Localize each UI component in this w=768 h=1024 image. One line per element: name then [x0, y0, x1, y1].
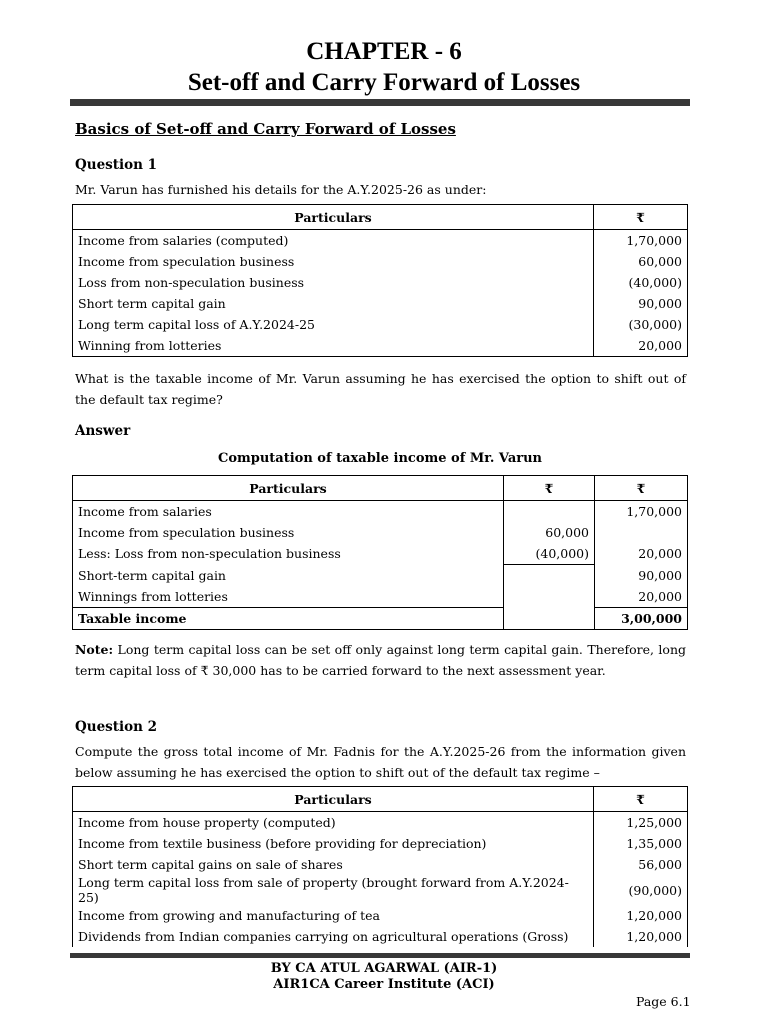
row-value: 1,20,000	[594, 905, 688, 926]
row-label: Long term capital loss from sale of property (brought forward from A.Y.2024-25)	[73, 875, 594, 905]
row-value: 90,000	[594, 293, 688, 314]
row-value: 60,000	[594, 251, 688, 272]
table-row	[73, 812, 688, 834]
row-value-2	[595, 522, 688, 543]
row-value-1	[504, 586, 595, 608]
row-label: Dividends from Indian companies carrying on agricultural operations (Gross)	[73, 926, 594, 947]
header-divider	[70, 99, 690, 106]
row-label: Short term capital gain	[73, 293, 594, 314]
page-number: Page 6.1	[636, 994, 691, 1009]
row-label: Loss from non-speculation business	[73, 272, 594, 293]
row-value: 20,000	[594, 335, 688, 357]
answer-label: Answer	[75, 423, 131, 439]
total-value: 3,00,000	[595, 608, 688, 630]
table-row	[73, 501, 688, 523]
row-value: 1,35,000	[594, 833, 688, 854]
question-1-intro: Mr. Varun has furnished his details for the A.Y.2025-26 as under:	[75, 182, 487, 197]
row-value: (90,000)	[594, 875, 688, 905]
row-value: (30,000)	[594, 314, 688, 335]
row-value-2: 20,000	[595, 543, 688, 565]
row-value-2: 20,000	[595, 586, 688, 608]
row-label: Short term capital gains on sale of shares	[73, 854, 594, 875]
note	[75, 639, 686, 681]
chapter-title: Set-off and Carry Forward of Losses	[187, 69, 581, 96]
total-label: Taxable income	[73, 608, 504, 630]
total-row	[73, 608, 688, 630]
row-label: Winnings from lotteries	[73, 586, 504, 608]
row-label: Less: Loss from non-speculation business	[73, 543, 504, 565]
footer-author: BY CA ATUL AGARWAL (AIR-1)	[270, 961, 498, 976]
table-header-amount: ₹	[594, 787, 688, 812]
row-value: (40,000)	[594, 272, 688, 293]
table-row	[73, 543, 688, 565]
row-label: Long term capital loss of A.Y.2024-25	[73, 314, 594, 335]
table-row	[73, 586, 688, 608]
table-row	[73, 926, 688, 947]
question-2-table	[72, 786, 688, 947]
computation-header-amount-1: ₹	[504, 476, 595, 501]
row-label: Income from salaries (computed)	[73, 230, 594, 252]
row-value-1	[504, 501, 595, 523]
note-text: Long term capital loss can be set off only against long term capital gain. Therefore, long term capital loss of ₹ 30,000 has to be carried forward to the next assessment year.	[75, 642, 686, 678]
row-label: Income from house property (computed)	[73, 812, 594, 834]
row-label: Income from speculation business	[73, 251, 594, 272]
table-row	[73, 854, 688, 875]
table-row	[73, 522, 688, 543]
row-value: 1,70,000	[594, 230, 688, 252]
row-label: Income from speculation business	[73, 522, 504, 543]
table-row	[73, 314, 688, 335]
row-label: Income from salaries	[73, 501, 504, 523]
note-label: Note:	[75, 642, 114, 657]
footer-divider	[70, 953, 690, 958]
question-1-label: Question 1	[75, 157, 158, 173]
section-heading: Basics of Set-off and Carry Forward of Losses	[75, 120, 456, 138]
footer-institute: AIR1CA Career Institute (ACI)	[273, 977, 495, 992]
chapter-number: CHAPTER - 6	[306, 38, 462, 65]
table-row	[73, 905, 688, 926]
table-row	[73, 565, 688, 587]
row-label: Winning from lotteries	[73, 335, 594, 357]
computation-header-particulars: Particulars	[73, 476, 504, 501]
table-row	[73, 251, 688, 272]
computation-header-amount-2: ₹	[595, 476, 688, 501]
row-label: Short-term capital gain	[73, 565, 504, 587]
total-blank	[504, 608, 595, 630]
table-row	[73, 293, 688, 314]
table-row	[73, 875, 688, 905]
table-row	[73, 335, 688, 357]
row-value: 1,25,000	[594, 812, 688, 834]
question-2-label: Question 2	[75, 719, 158, 735]
computation-table	[72, 475, 688, 630]
question-1-text: What is the taxable income of Mr. Varun assuming he has exercised the option to shift out of the default tax regime?	[75, 371, 686, 407]
row-value-1: (40,000)	[504, 543, 595, 565]
question-2-intro: Compute the gross total income of Mr. Fadnis for the A.Y.2025-26 from the information given below assuming he has exercised the option to shift out of the default tax regime –	[75, 744, 686, 780]
row-value-2: 90,000	[595, 565, 688, 587]
row-label: Income from textile business (before providing for depreciation)	[73, 833, 594, 854]
table-header-particulars: Particulars	[73, 787, 594, 812]
table-row	[73, 230, 688, 252]
table-header-amount: ₹	[594, 205, 688, 230]
row-label: Income from growing and manufacturing of tea	[73, 905, 594, 926]
row-value: 1,20,000	[594, 926, 688, 947]
table-row	[73, 272, 688, 293]
table-row	[73, 833, 688, 854]
row-value-2: 1,70,000	[595, 501, 688, 523]
chapter-heading	[0, 36, 768, 98]
table-header-particulars: Particulars	[73, 205, 594, 230]
computation-title: Computation of taxable income of Mr. Varun	[217, 451, 543, 466]
row-value: 56,000	[594, 854, 688, 875]
row-value-1: 60,000	[504, 522, 595, 543]
question-1-table	[72, 204, 688, 357]
row-value-1	[504, 565, 595, 587]
